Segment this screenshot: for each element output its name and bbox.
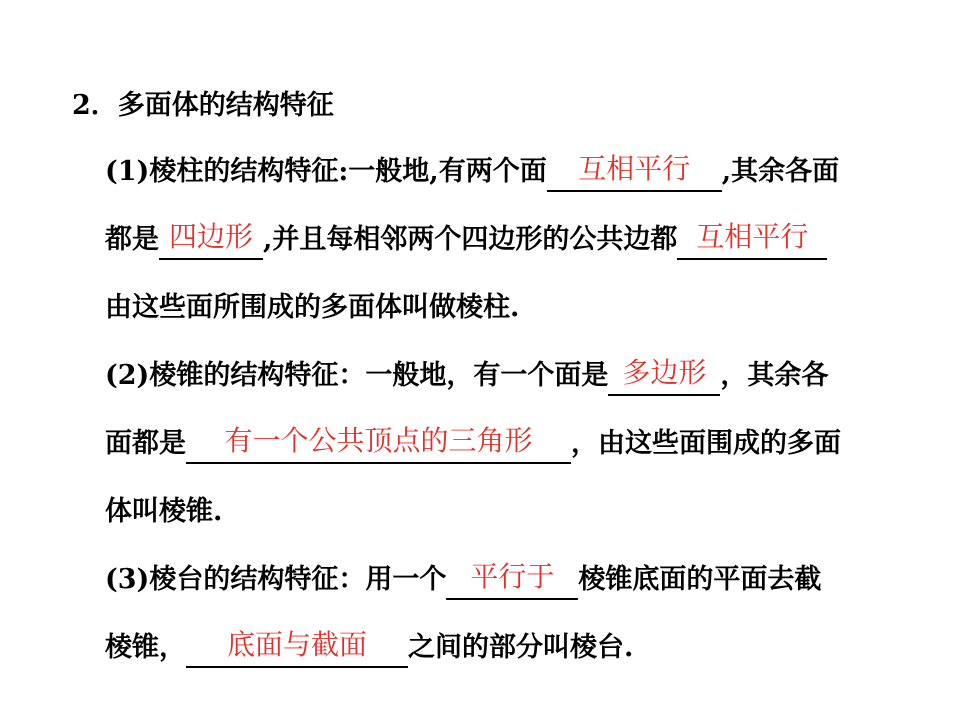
frustum-line-1: [105, 560, 821, 600]
fill-blank: [446, 560, 578, 600]
pyramid-line-1: [105, 356, 828, 396]
pyramid-text-4: ，由这些面围成的多面: [571, 428, 841, 459]
answer-text: 多边形: [622, 356, 707, 389]
fill-blank: [547, 152, 722, 192]
section-heading: 2．多面体的结构特征: [72, 90, 334, 121]
pyramid-text-2: ，其余各: [720, 360, 829, 391]
answer-text: 有一个公共顶点的三角形: [224, 424, 533, 457]
fill-blank: [677, 220, 827, 260]
prism-text-4: ,并且每相邻两个四边形的公共边都: [263, 224, 678, 255]
prism-line-1: [105, 152, 839, 192]
frustum-text-1: (3)棱台的结构特征：用一个: [105, 564, 447, 595]
pyramid-text-5: 体叫棱锥.: [105, 496, 223, 527]
pyramid-text-1: (2)棱锥的结构特征：一般地，有一个面是: [105, 360, 609, 391]
answer-text: 互相平行: [578, 152, 691, 185]
answer-text: 平行于: [470, 560, 555, 593]
frustum-text-3: 棱锥，: [105, 632, 186, 663]
prism-text-5: 由这些面所围成的多面体叫做棱柱.: [105, 292, 520, 323]
fill-blank: [186, 424, 571, 464]
frustum-text-2: 棱锥底面的平面去截: [578, 564, 822, 595]
answer-text: 互相平行: [696, 220, 809, 253]
prism-line-3: [105, 288, 519, 328]
prism-line-2: [105, 220, 827, 260]
prism-text-2: ,其余各面: [721, 156, 840, 187]
frustum-line-2: [105, 628, 633, 668]
answer-text: 底面与截面: [226, 628, 367, 661]
prism-text-3: 都是: [105, 224, 159, 255]
answer-text: 四边形: [168, 220, 253, 253]
fill-blank: [186, 628, 408, 668]
prism-text-1: (1)棱柱的结构特征:一般地,有两个面: [105, 156, 547, 187]
pyramid-text-3: 面都是: [105, 428, 186, 459]
fill-blank: [159, 220, 263, 260]
frustum-text-4: 之间的部分叫棱台.: [408, 632, 634, 663]
fill-blank: [608, 356, 720, 396]
pyramid-line-3: [105, 492, 222, 532]
pyramid-line-2: [105, 424, 841, 464]
